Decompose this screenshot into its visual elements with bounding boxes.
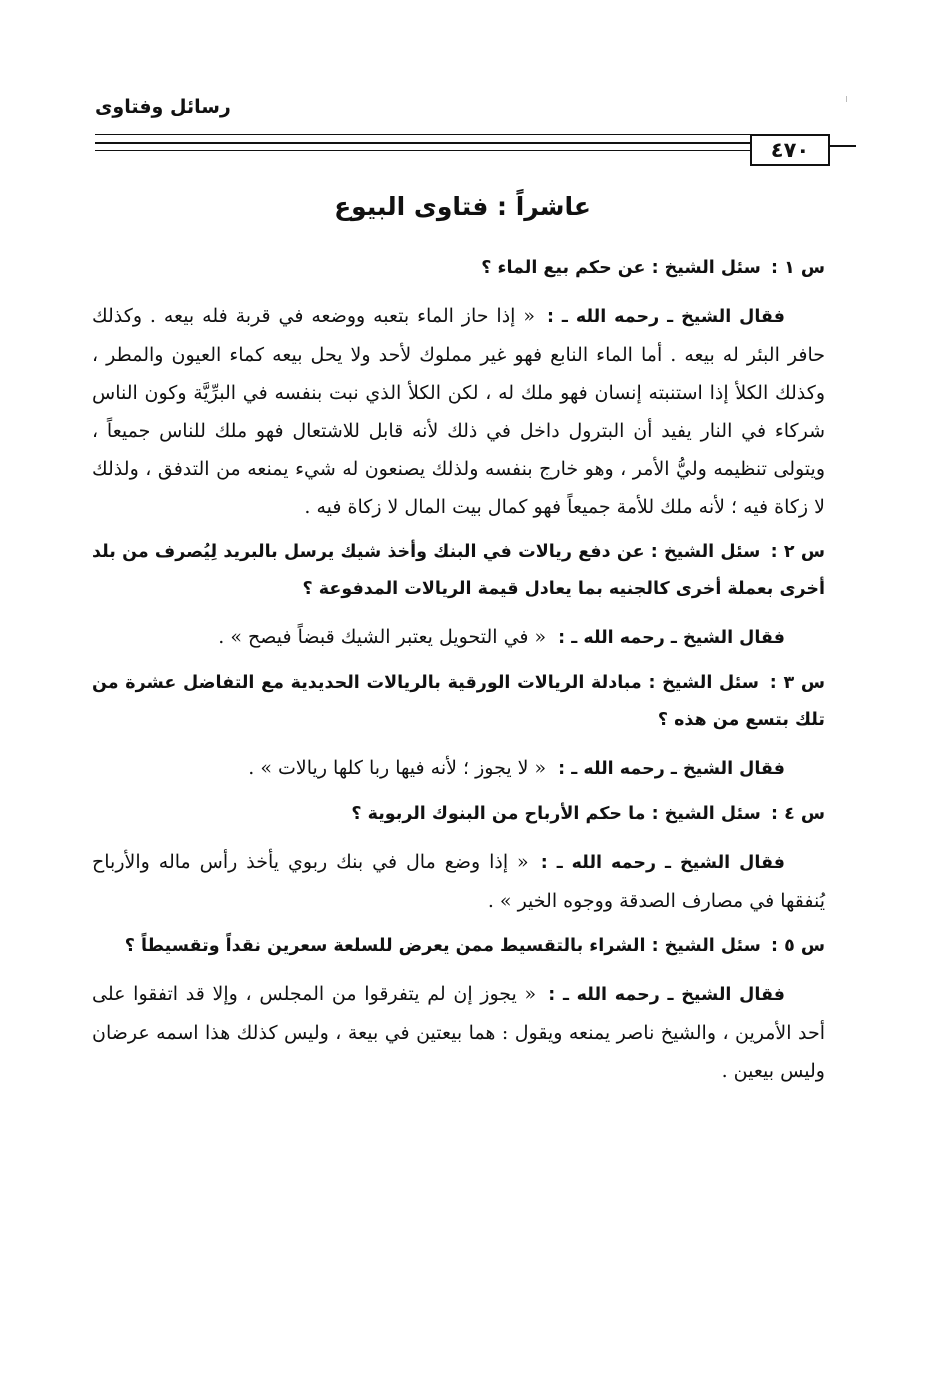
answer-lead: فقال الشيخ ـ رحمه الله ـ : <box>558 759 785 779</box>
header-rule-bottom <box>95 150 830 151</box>
answer-lead: فقال الشيخ ـ رحمه الله ـ : <box>546 307 785 327</box>
fatwa-list <box>92 250 825 1098</box>
question-2 <box>92 534 825 608</box>
question-text: سئل الشيخ : ما حكم الأرباح من البنوك الربوية ؟ <box>351 804 761 824</box>
question-1 <box>92 250 825 287</box>
header-rule-middle <box>95 142 830 144</box>
answer-text: « إذا وضع مال في بنك ربوي يأخذ رأس ماله والأرباح يُنفقها في مصارف الصدقة ووجوه الخير » . <box>92 851 825 912</box>
answer-5 <box>92 975 825 1090</box>
question-number: س ١ : <box>770 258 825 278</box>
section-heading: عاشراً : فتاوى البيوع <box>334 192 591 221</box>
question-text: سئل الشيخ : عن دفع ريالات في البنك وأخذ شيك يرسل بالبريد لِيُصرف من بلد أخرى بعملة أخرى كالجنيه بما يعادل قيمة الريالات المدفوعة ؟ <box>92 542 825 599</box>
answer-text: « في التحويل يعتبر الشيك قبضاً فيصح » . <box>218 626 547 648</box>
page-number: ٤٧٠ <box>750 134 830 166</box>
question-text: سئل الشيخ : مبادلة الريالات الورقية بالريالات الحديدية مع التفاضل عشرة من تلك بتسع من هذه ؟ <box>92 673 825 730</box>
answer-2 <box>92 618 825 657</box>
answer-1 <box>92 297 825 526</box>
question-number: س ٢ : <box>770 542 826 562</box>
question-number: س ٣ : <box>769 673 826 693</box>
scan-mark <box>846 96 847 102</box>
answer-lead: فقال الشيخ ـ رحمه الله ـ : <box>548 985 785 1005</box>
question-number: س ٤ : <box>770 804 825 824</box>
question-text: سئل الشيخ : الشراء بالتقسيط ممن يعرض للسلعة سعرين نقداً وتقسيطاً ؟ <box>124 936 761 956</box>
answer-3 <box>92 749 825 788</box>
header-rule-stub <box>830 145 856 147</box>
question-text: سئل الشيخ : عن حكم بيع الماء ؟ <box>481 258 761 278</box>
answer-text: « يجوز إن لم يتفرقوا من المجلس ، وإلا قد اتفقوا على أحد الأمرين ، والشيخ ناصر يمنعه ويقول : هما بيعتين في بيعة ، وليس كذلك هذا اسمه عرضان وليس بيعين . <box>92 983 825 1082</box>
question-3 <box>92 665 825 739</box>
answer-text: « إذا حاز الماء بتعبه ووضعه في قربة فله بيعه . وكذلك حافر البئر له بيعه . أما الماء النابع فهو غير مملوك لأحد ولا يحل بيعه كماء العيون والمطر ، وكذلك الكلأ إذا استنبته إنسان فهو ملك له ، لكن الكلأ الذي نبت بنفسه في البرِّيَّة وكون الناس شركاء في النار يفيد أن البترول داخل في ذلك لأنه قابل للاشتعال فهو ملك للناس جميعاً ، ويتولى تنظيمه وليُّ الأمر ، وهو خارج بنفسه ولذلك يصنعون له شيء يمنعه من التدفق ، ولذلك لا زكاة فيه ؛ لأنه ملك للأمة جميعاً فهو كمال بيت المال لا زكاة فيه . <box>92 305 825 518</box>
answer-lead: فقال الشيخ ـ رحمه الله ـ : <box>558 628 785 648</box>
question-number: س ٥ : <box>770 936 825 956</box>
running-title: رسائل وفتاوى <box>95 96 231 118</box>
header-rule-top <box>95 134 830 135</box>
question-5 <box>92 928 825 965</box>
answer-lead: فقال الشيخ ـ رحمه الله ـ : <box>540 853 785 873</box>
answer-text: « لا يجوز ؛ لأنه فيها ربا كلها ريالات » . <box>248 757 547 779</box>
question-4 <box>92 796 825 833</box>
answer-4 <box>92 843 825 920</box>
